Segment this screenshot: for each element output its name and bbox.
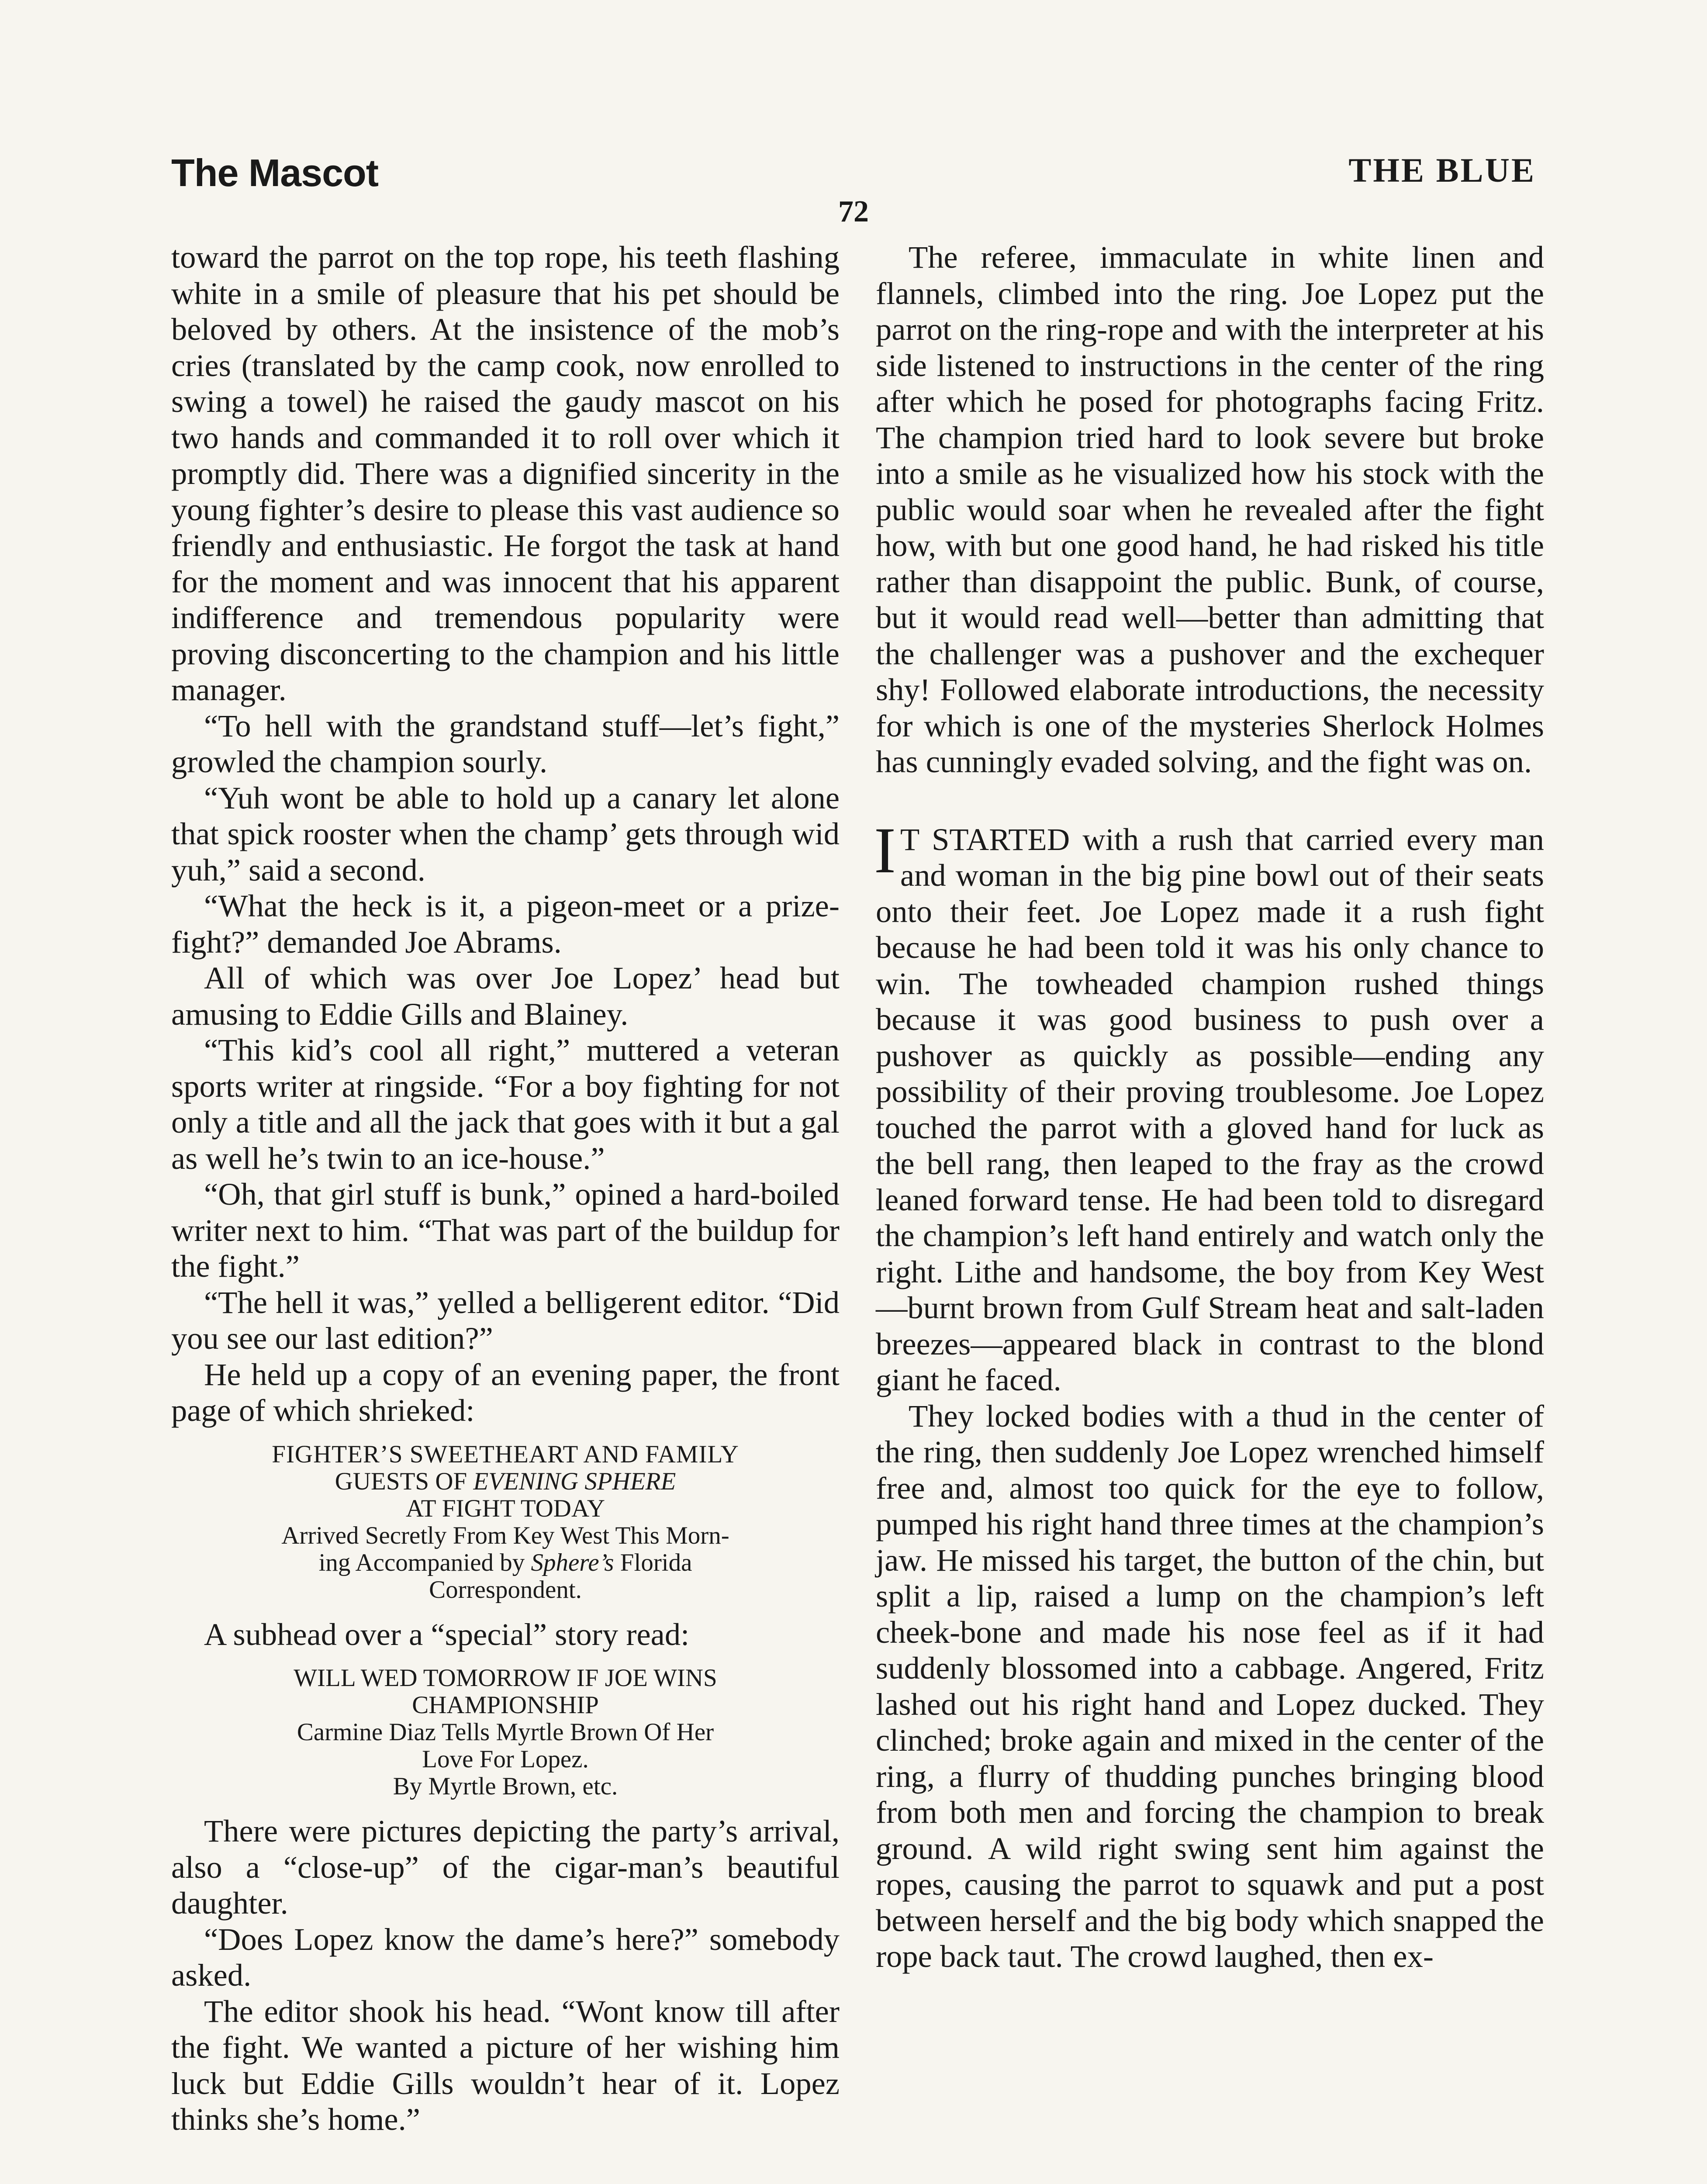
headline-line: AT FIGHT TODAY xyxy=(405,1494,605,1522)
subhead-headline xyxy=(171,1665,840,1800)
story-title: The Mascot xyxy=(171,151,379,194)
paragraph: toward the parrot on the top rope, his teeth flashing white in a smile of pleasure that his pet should be beloved by others. At the insistence of the mob’s cries (translated by the camp cook, now enrolled to swing a towel) he raised the gaudy mascot on his two hands and commanded it to roll over which it promptly did. There was a dignified sincerity in the young fighter’s desire to please this vast audience so friendly and enthusiastic. He forgot the task at hand for the moment and was innocent that his apparent indifference and tremendous popularity were proving disconcerting to the champion and his little manager. xyxy=(171,239,840,707)
section-opening-paragraph xyxy=(874,814,1544,1398)
paragraph: “Yuh wont be able to hold up a canary let alone that spick rooster when the champ’ gets through wid yuh,” said a second. xyxy=(171,780,840,888)
left-column xyxy=(171,239,840,2138)
headline-line xyxy=(171,1468,840,1495)
magazine-title: THE BLUE xyxy=(1348,151,1536,189)
paragraph: He held up a copy of an evening paper, the front page of which shrieked: xyxy=(171,1356,840,1428)
headline-line: WILL WED TOMORROW IF JOE WINS xyxy=(294,1664,717,1692)
headline-line: FIGHTER’S SWEETHEART AND FAMILY xyxy=(272,1440,739,1468)
paragraph: “To hell with the grandstand stuff—let’s fight,” growled the champion sourly. xyxy=(171,708,840,779)
paragraph: “This kid’s cool all right,” muttered a veteran sports writer at ringside. “For a boy fighting for not only a title and all the jack that goes with it but a gal as well he’s twin to an ice-house.” xyxy=(171,1032,840,1176)
headline-line: Love For Lopez. xyxy=(422,1745,589,1773)
paragraph: “Does Lopez know the dame’s here?” somebody asked. xyxy=(171,1921,840,1993)
right-column xyxy=(876,239,1544,1975)
headline-line: By Myrtle Brown, etc. xyxy=(393,1773,618,1800)
newspaper-name: EVENING SPHERE xyxy=(473,1467,676,1495)
headline-line: Arrived Secretly From Key West This Morn- xyxy=(281,1521,729,1549)
headline-line: CHAMPIONSHIP xyxy=(412,1691,599,1719)
headline-text: Florida xyxy=(614,1548,692,1576)
headline-text: ing Accompanied by xyxy=(318,1548,531,1576)
paragraph: The referee, immaculate in white linen and flannels, climbed into the ring. Joe Lopez put the parrot on the ring-rope and with the interpreter at his side listened to instructions in the center of the ring after which he posed for photographs facing Fritz. The champion tried hard to look severe but broke into a smile as he visualized how his stock with the public would soar when he revealed after the fight how, with but one good hand, he had risked his title rather than disappoint the public. Bunk, of course, but it would read well—better than admitting that the challenger was a pushover and the exchequer shy! Followed elaborate introductions, the necessity for which is one of the mysteries Sherlock Holmes has cunningly evaded solving, and the fight was on. xyxy=(876,239,1544,779)
headline-line: Correspondent. xyxy=(429,1576,582,1603)
drop-cap: I xyxy=(874,814,896,887)
paragraph: There were pictures depicting the party’s arrival, also a “close-up” of the cigar-man’s beautiful daughter. xyxy=(171,1813,840,1921)
headline-text: GUESTS OF xyxy=(335,1467,473,1495)
paragraph: A subhead over a “special” story read: xyxy=(204,1616,690,1652)
paragraph: “The hell it was,” yelled a belligerent editor. “Did you see our last edition?” xyxy=(171,1284,840,1356)
paragraph: “What the heck is it, a pigeon-meet or a prize-fight?” demanded Joe Abrams. xyxy=(171,888,840,960)
headline-line xyxy=(171,1549,840,1576)
page-number: 72 xyxy=(838,195,869,228)
paragraph: They locked bodies with a thud in the center of the ring, then suddenly Joe Lopez wrenched himself free and, almost too quick for the eye to follow, pumped his right hand three times at the champion’s jaw. He missed his target, the button of the chin, but split a lip, raised a lump on the champion’s left cheek-bone and made his nose feel as if it had suddenly blossomed into a cabbage. Angered, Fritz lashed out his right hand and Lopez ducked. They clinched; broke again and mixed in the center of the ring, a flurry of thudding punches bringing blood from both men and forcing the champion to break ground. A wild right swing sent him against the ropes, causing the parrot to squawk and put a post between herself and the big body which snapped the rope back taut. The crowd laughed, then ex- xyxy=(876,1398,1544,1974)
paragraph: All of which was over Joe Lopez’ head but amusing to Eddie Gills and Blainey. xyxy=(171,960,840,1032)
paragraph: The editor shook his head. “Wont know till after the fight. We wanted a picture of her wishing him luck but Eddie Gills wouldn’t hear of it. Lopez thinks she’s home.” xyxy=(171,1993,840,2137)
paragraph: “Oh, that girl stuff is bunk,” opined a hard-boiled writer next to him. “That was part of the buildup for the fight.” xyxy=(171,1176,840,1284)
newspaper-headline xyxy=(171,1441,840,1603)
headline-line: Carmine Diaz Tells Myrtle Brown Of Her xyxy=(297,1718,714,1746)
newspaper-name: Sphere’s xyxy=(531,1548,614,1576)
paragraph-text: T STARTED with a rush that carried every man and woman in the big pine bowl out of their seats onto their feet. Joe Lopez made it a rush fight because he had been told it was his only chance to win. The towheaded champion rushed things because it was good business to push over a pushover as quickly as possible—ending any possibility of their proving troublesome. Joe Lopez touched the parrot with a gloved hand for luck as the bell rang, then leaped to the fray as the crowd leaned forward tense. He had been told to disregard the champion’s left hand entirely and watch only the right. Lithe and handsome, the boy from Key West—burnt brown from Gulf Stream heat and salt-laden breezes—appeared black in contrast to the blond giant he faced. xyxy=(876,821,1544,1397)
